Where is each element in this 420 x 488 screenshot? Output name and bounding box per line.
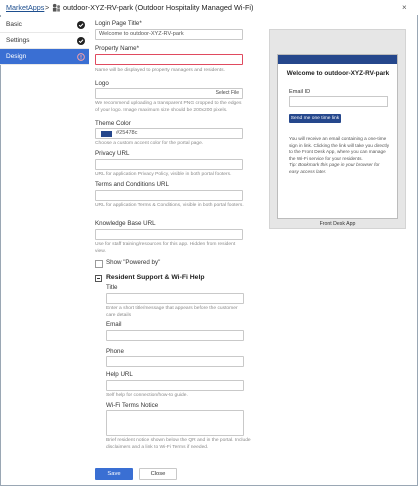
section-title: Resident Support & Wi-Fi Help	[106, 274, 205, 281]
save-button[interactable]: Save	[95, 468, 133, 480]
help-url-label: Help URL	[106, 371, 133, 378]
login-title-label: Login Page Title*	[95, 20, 142, 27]
select-file-button[interactable]: Select File	[215, 90, 239, 96]
property-name-hint: Name will be displayed to property managers and residents.	[95, 68, 225, 73]
sidebar-item-label: Design	[6, 53, 27, 60]
preview-footer: Front Desk App	[319, 221, 356, 227]
collapse-section-icon[interactable]	[95, 275, 102, 282]
terms-url-label: Terms and Conditions URL	[95, 181, 169, 188]
logo-hint: We recommend uploading a transparent PNG cropped to the edges of your logo. Image maximum size should be 200x200 pixels.	[95, 101, 242, 113]
check-circle-icon	[77, 21, 85, 29]
breadcrumb-marketapps-link[interactable]: MarketApps	[6, 3, 45, 12]
sidebar	[0, 17, 89, 65]
sidebar-item-label: Basic	[6, 21, 22, 28]
property-name-input[interactable]	[95, 54, 243, 65]
help-url-hint: Self help for connection/how-to guide.	[106, 393, 188, 398]
preview-email-label: Email ID	[289, 89, 311, 95]
theme-color-hint: Choose a custom accent color for the portal page.	[95, 141, 204, 146]
powered-by-checkbox[interactable]	[95, 260, 103, 268]
powered-by-label: Show "Powered by"	[106, 259, 161, 266]
theme-color-value: #25478c	[116, 130, 138, 136]
preview-info-body: You will receive an email containing a one-time sign in link. Clicking the link will take you directly to the Front Desk App, where you can manage the Wi-Fi service for your residents.	[289, 136, 390, 161]
knowledge-base-input[interactable]	[95, 229, 243, 240]
preview-theme-bar	[278, 55, 397, 64]
sidebar-item-settings[interactable]	[0, 33, 89, 49]
support-title-label: Title	[106, 284, 118, 291]
theme-color-input[interactable]	[95, 128, 243, 139]
app-icon	[52, 3, 61, 12]
support-email-label: Email	[106, 321, 122, 328]
privacy-url-label: Privacy URL	[95, 150, 130, 157]
support-title-input[interactable]	[106, 293, 244, 304]
wifi-terms-label: Wi-Fi Terms Notice	[106, 402, 159, 409]
support-email-input[interactable]	[106, 330, 244, 341]
sidebar-item-label: Settings	[6, 37, 30, 44]
logo-file-input[interactable]	[95, 88, 243, 99]
page-title: outdoor-XYZ-RV-park (Outdoor Hospitality Managed Wi-Fi)	[63, 3, 254, 12]
preview-title: Welcome to outdoor-XYZ-RV-park	[286, 70, 390, 77]
login-preview-panel	[269, 29, 406, 229]
alert-circle-icon	[77, 53, 85, 61]
terms-url-input[interactable]	[95, 190, 243, 201]
wifi-terms-textarea[interactable]	[106, 410, 244, 436]
header-bar	[0, 0, 418, 15]
preview-card	[277, 54, 398, 219]
close-icon[interactable]: ×	[402, 3, 407, 12]
preview-info-text	[289, 136, 390, 175]
knowledge-base-label: Knowledge Base URL	[95, 220, 156, 227]
sidebar-item-basic[interactable]	[0, 17, 89, 33]
preview-send-link-button: Send me one time link	[290, 116, 340, 121]
property-name-label: Property Name*	[95, 45, 140, 52]
sidebar-item-design[interactable]	[0, 49, 89, 65]
preview-tip: Tip: Bookmark this page in your browser for easy access later.	[289, 162, 380, 174]
wifi-terms-hint: Brief resident notice shown below the QR and in the portal. Include disclaimers and a link to Wi-Fi Terms if needed.	[106, 438, 251, 450]
support-phone-input[interactable]	[106, 356, 244, 367]
theme-color-label: Theme Color	[95, 120, 131, 127]
help-url-input[interactable]	[106, 380, 244, 391]
breadcrumb-separator: >	[45, 3, 50, 12]
preview-email-input	[289, 96, 388, 107]
terms-url-hint: URL for application Terms & Conditions, visible in both portal footers.	[95, 203, 244, 208]
check-circle-icon	[77, 37, 85, 45]
close-button[interactable]: Close	[139, 468, 177, 480]
logo-label: Logo	[95, 80, 109, 87]
knowledge-base-hint: Use for staff training/resources for this app. Hidden from resident view.	[95, 242, 236, 254]
login-title-input[interactable]: Welcome to outdoor-XYZ-RV-park	[95, 29, 243, 40]
support-phone-label: Phone	[106, 348, 124, 355]
privacy-url-input[interactable]	[95, 159, 243, 170]
support-title-hint: Enter a short title/message that appears before the customer care details	[106, 306, 238, 318]
privacy-url-hint: URL for application Privacy Policy, visible in both portal footers.	[95, 172, 232, 177]
color-swatch[interactable]	[101, 131, 112, 137]
